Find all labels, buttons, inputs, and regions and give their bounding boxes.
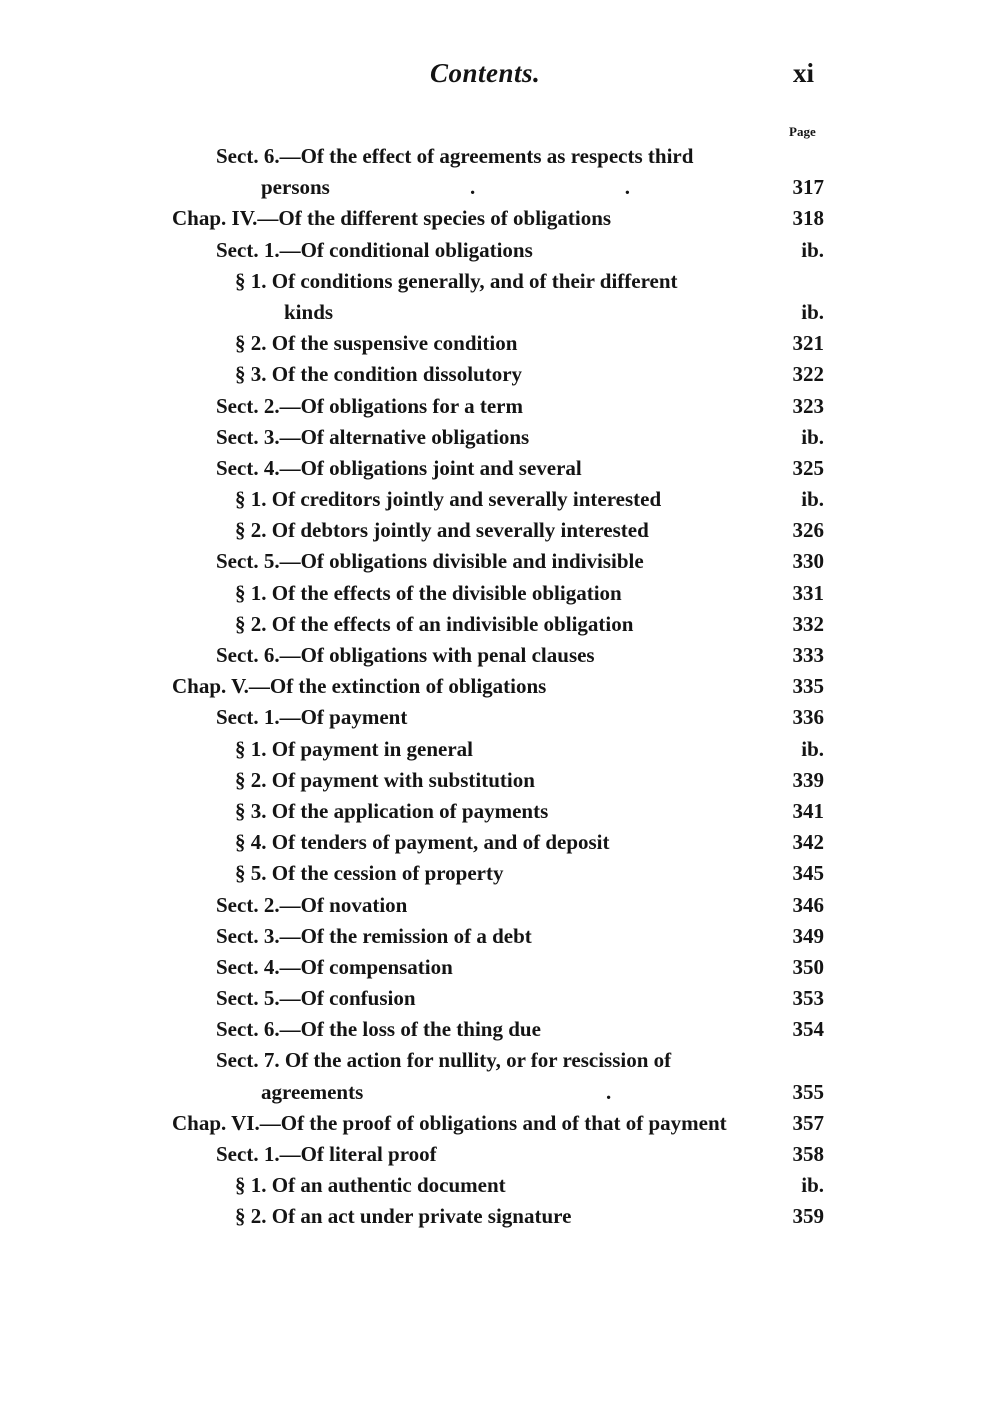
toc-entry-text: Sect. 1.—Of conditional obligations: [216, 237, 533, 262]
toc-entry-page: 321: [792, 331, 824, 356]
toc-entry: [0, 1170, 1000, 1201]
toc-entry-page: 333: [792, 643, 824, 667]
toc-entry: [0, 515, 1000, 546]
leader-dots: [606, 1077, 611, 1108]
toc-entry-page: 331: [792, 580, 824, 605]
toc-entry: [0, 702, 1000, 733]
toc-entry: [0, 1139, 1000, 1170]
leader-dots: [470, 172, 630, 203]
toc-entry-page: ib.: [801, 736, 824, 761]
toc-entry: [0, 796, 1000, 827]
toc-entry-text: Sect. 5.—Of obligations divisible and indivisible: [216, 549, 644, 574]
toc-chapter-entry: [0, 671, 1000, 702]
toc-entry: [0, 141, 1000, 172]
toc-entry-page: 318: [792, 206, 824, 231]
toc-entry-text: Sect. 3.—Of alternative obligations: [216, 424, 530, 449]
toc-entry: [0, 1045, 1000, 1076]
toc-entry-page: ib.: [801, 487, 824, 512]
toc-entry-page: 349: [792, 923, 824, 948]
toc-entry-text: Chap. V.—Of the extinction of obligations: [172, 674, 547, 699]
toc-entry-page: 357: [792, 1110, 824, 1135]
folio-page-number: xi: [793, 58, 815, 88]
toc-entry: [0, 858, 1000, 889]
leader-dot: .: [606, 1079, 612, 1104]
toc-chapter-entry: [0, 1108, 1000, 1139]
toc-entry-text: § 4. Of tenders of payment, and of deposit: [235, 830, 610, 855]
toc-entry: [0, 921, 1000, 952]
toc-entry-text: Sect. 2.—Of obligations for a term: [216, 393, 523, 418]
toc-entry: [0, 578, 1000, 609]
toc-entry-text: § 2. Of an act under private signature: [235, 1204, 572, 1229]
toc-entry: [0, 484, 1000, 515]
toc-entry-page: ib.: [801, 1173, 824, 1198]
toc-entry-page: 339: [792, 767, 824, 792]
toc-entry: [0, 827, 1000, 858]
toc-entry-text: agreements: [261, 1079, 364, 1104]
toc-entry: [0, 1201, 1000, 1232]
toc-entry-text: § 1. Of creditors jointly and severally interested: [235, 487, 662, 512]
toc-entry-page: ib.: [801, 424, 824, 449]
toc-entry-page: 350: [792, 954, 824, 979]
toc-entry-text: Sect. 4.—Of compensation: [216, 954, 453, 979]
toc-entry-text: § 1. Of the effects of the divisible obligation: [235, 580, 622, 605]
toc-entry: [0, 297, 1000, 328]
page-column-label: Page: [789, 124, 816, 139]
toc-entry: [0, 734, 1000, 765]
toc-entry-text: Sect. 2.—Of novation: [216, 892, 408, 917]
leader-dot: .: [470, 175, 476, 200]
toc-entry-text: § 1. Of an authentic document: [235, 1173, 506, 1198]
toc-entry: [0, 546, 1000, 577]
toc-entry-page: 354: [792, 1017, 824, 1042]
toc-chapter-entry: [0, 203, 1000, 234]
toc-entry-text: Sect. 6.—Of the effect of agreements as respects third: [216, 144, 694, 168]
toc-entry-text: kinds: [284, 299, 334, 324]
toc-entry-text: § 1. Of conditions generally, and of their different: [235, 268, 678, 293]
toc-entry-text: § 3. Of the condition dissolutory: [235, 362, 523, 387]
toc-entry-text: persons: [261, 175, 330, 200]
toc-entry: [0, 890, 1000, 921]
toc-entry: [0, 235, 1000, 266]
toc-entry-text: § 1. Of payment in general: [235, 736, 473, 761]
toc-entry-page: 323: [792, 393, 824, 418]
toc-entry-text: Chap. IV.—Of the different species of obligations: [172, 206, 612, 231]
toc-entry: [0, 765, 1000, 796]
toc-entry: [0, 422, 1000, 453]
toc-entry-page: 330: [792, 549, 824, 574]
toc-entry-text: Sect. 3.—Of the remission of a debt: [216, 923, 532, 948]
toc-entry: [0, 328, 1000, 359]
toc-entry-text: Sect. 1.—Of literal proof: [216, 1142, 437, 1166]
toc-entry-page: 341: [792, 798, 824, 823]
toc-entry-page: 359: [792, 1204, 824, 1229]
toc-entry: [0, 640, 1000, 671]
toc-entry-page: 355: [792, 1079, 824, 1104]
toc-entry-text: § 2. Of the suspensive condition: [235, 331, 518, 356]
toc-entry-page: 322: [792, 362, 824, 387]
toc-entry-page: 335: [792, 674, 824, 699]
toc-entry-page: 326: [792, 518, 824, 543]
running-head: [0, 58, 1000, 98]
table-of-contents: [0, 141, 1000, 1233]
toc-entry-page: 325: [792, 455, 824, 480]
toc-entry: [0, 609, 1000, 640]
leader-dot: .: [624, 175, 630, 200]
toc-entry-page: 317: [792, 175, 824, 200]
toc-entry-text: Sect. 6.—Of obligations with penal clauses: [216, 643, 595, 667]
toc-entry-text: § 3. Of the application of payments: [235, 798, 549, 823]
toc-entry: [0, 983, 1000, 1014]
toc-entry: [0, 453, 1000, 484]
toc-entry: [0, 1077, 1000, 1108]
toc-entry-page: 345: [792, 861, 824, 886]
toc-entry-page: ib.: [801, 299, 824, 324]
toc-entry: [0, 359, 1000, 390]
running-title: Contents.: [430, 58, 541, 88]
toc-entry-page: 353: [792, 986, 824, 1011]
toc-entry-text: § 2. Of debtors jointly and severally interested: [235, 518, 649, 543]
toc-entry-text: Chap. VI.—Of the proof of obligations and of that of payment: [172, 1110, 727, 1135]
toc-entry-text: Sect. 5.—Of confusion: [216, 986, 416, 1011]
toc-entry-page: 332: [792, 611, 824, 636]
toc-entry-page: 342: [792, 830, 824, 855]
toc-entry: [0, 952, 1000, 983]
toc-entry-text: Sect. 6.—Of the loss of the thing due: [216, 1017, 541, 1042]
toc-entry-page: 358: [792, 1142, 824, 1166]
toc-entry-text: § 5. Of the cession of property: [235, 861, 504, 886]
toc-entry-page: 336: [792, 705, 824, 730]
toc-entry: [0, 266, 1000, 297]
toc-entry: [0, 391, 1000, 422]
toc-entry-text: Sect. 4.—Of obligations joint and several: [216, 455, 582, 480]
toc-entry-text: § 2. Of the effects of an indivisible obligation: [235, 611, 634, 636]
toc-entry-page: ib.: [801, 237, 824, 262]
toc-entry: [0, 172, 1000, 203]
toc-entry-text: § 2. Of payment with substitution: [235, 767, 535, 792]
toc-entry-text: Sect. 1.—Of payment: [216, 705, 408, 730]
toc-entry-page: 346: [792, 892, 824, 917]
toc-entry-text: Sect. 7. Of the action for nullity, or for rescission of: [216, 1048, 672, 1073]
toc-entry: [0, 1014, 1000, 1045]
